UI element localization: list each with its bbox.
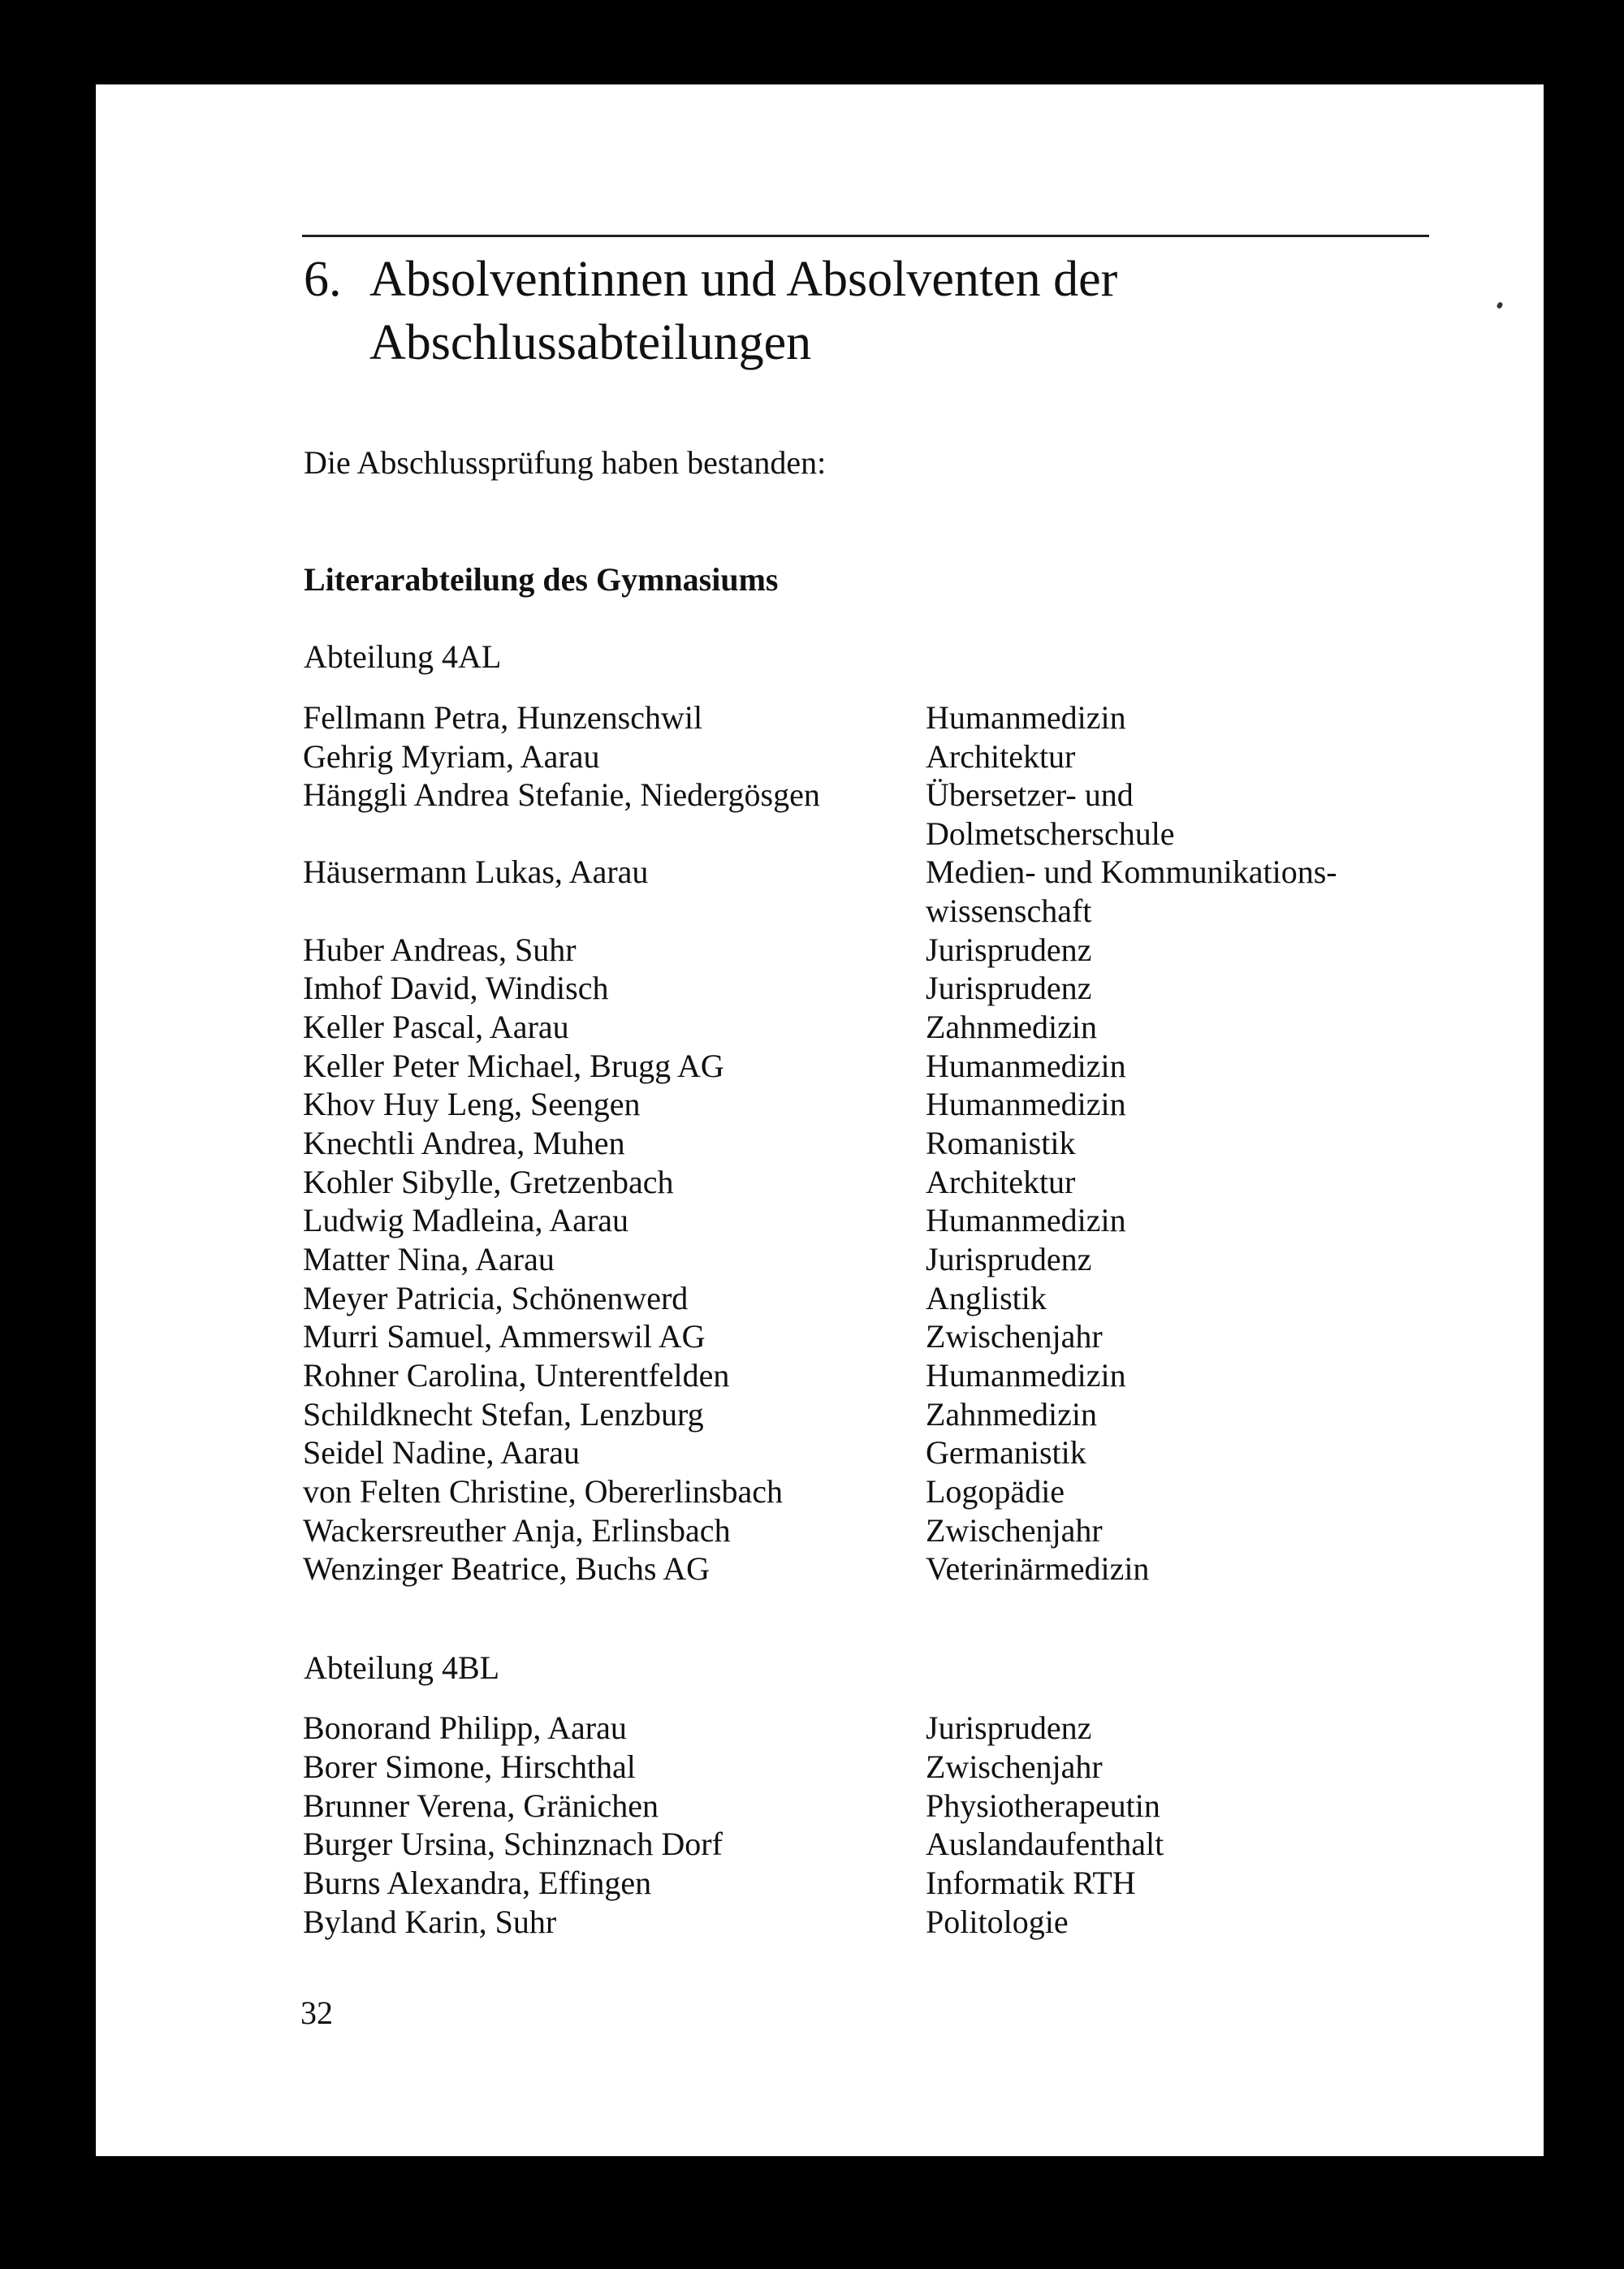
study-field: Physiotherapeutin (926, 1787, 1160, 1824)
study-field: Zwischenjahr (926, 1318, 1103, 1355)
list-item (0, 1163, 1624, 1202)
study-field: Logopädie (926, 1473, 1065, 1510)
heading-rule (302, 235, 1429, 237)
study-field: wissenschaft (926, 892, 1092, 929)
study-field: Humanmedizin (926, 699, 1126, 736)
graduate-name: von Felten Christine, Obererlinsbach (303, 1473, 783, 1510)
study-field: Humanmedizin (926, 1048, 1126, 1084)
list-item (0, 1395, 1624, 1434)
graduate-name: Wenzinger Beatrice, Buchs AG (303, 1550, 710, 1587)
graduate-name: Bonorand Philipp, Aarau (303, 1709, 627, 1746)
department-title-4bl: Abteilung 4BL (304, 1649, 500, 1686)
list-item (0, 1472, 1624, 1511)
graduate-name: Schildknecht Stefan, Lenzburg (303, 1396, 704, 1433)
graduate-name: Byland Karin, Suhr (303, 1904, 557, 1940)
list-item-continuation (0, 815, 1624, 854)
list-item (0, 698, 1624, 737)
study-field: Veterinärmedizin (926, 1550, 1150, 1587)
list-item (0, 1825, 1624, 1864)
list-item (0, 1124, 1624, 1163)
graduate-name: Brunner Verena, Gränichen (303, 1787, 659, 1824)
study-field: Zahnmedizin (926, 1396, 1098, 1433)
graduate-name: Murri Samuel, Ammerswil AG (303, 1318, 706, 1355)
list-item (0, 1047, 1624, 1086)
graduate-name: Keller Peter Michael, Brugg AG (303, 1048, 724, 1084)
graduate-name: Seidel Nadine, Aarau (303, 1434, 580, 1471)
study-field: Medien- und Kommunikations- (926, 854, 1337, 890)
study-field: Jurisprudenz (926, 970, 1092, 1006)
list-item (0, 1356, 1624, 1395)
study-field: Zwischenjahr (926, 1748, 1103, 1785)
study-field: Jurisprudenz (926, 1241, 1092, 1277)
study-field: Anglistik (926, 1280, 1047, 1316)
graduate-name: Keller Pascal, Aarau (303, 1009, 569, 1045)
study-field: Informatik RTH (926, 1865, 1136, 1901)
list-item (0, 931, 1624, 970)
graduate-name: Matter Nina, Aarau (303, 1241, 555, 1277)
list-item (0, 1748, 1624, 1787)
list-item (0, 1787, 1624, 1826)
list-item-continuation (0, 892, 1624, 931)
graduate-name: Wackersreuther Anja, Erlinsbach (303, 1512, 731, 1549)
graduate-name: Gehrig Myriam, Aarau (303, 738, 600, 775)
list-item (0, 1864, 1624, 1903)
chapter-title-line-1: Absolventinnen und Absolventen der (369, 252, 1118, 307)
list-item (0, 1903, 1624, 1942)
study-field: Humanmedizin (926, 1086, 1126, 1122)
list-item (0, 1279, 1624, 1318)
section-title: Literarabteilung des Gymnasiums (304, 561, 779, 598)
study-field: Zahnmedizin (926, 1009, 1098, 1045)
list-item (0, 776, 1624, 815)
graduate-name: Huber Andreas, Suhr (303, 931, 577, 968)
graduate-name: Häusermann Lukas, Aarau (303, 854, 649, 890)
list-item (0, 1317, 1624, 1356)
study-field: Romanistik (926, 1125, 1076, 1161)
graduate-name: Borer Simone, Hirschthal (303, 1748, 636, 1785)
list-item (0, 1201, 1624, 1240)
list-item (0, 1240, 1624, 1279)
graduate-name: Hänggli Andrea Stefanie, Niedergösgen (303, 776, 820, 813)
graduate-name: Imhof David, Windisch (303, 970, 609, 1006)
study-field: Übersetzer- und (926, 776, 1134, 813)
graduate-name: Ludwig Madleina, Aarau (303, 1202, 628, 1238)
study-field: Politologie (926, 1904, 1069, 1940)
chapter-title-line-2: Abschlussabteilungen (369, 315, 812, 370)
study-field: Dolmetscherschule (926, 815, 1175, 852)
graduate-name: Rohner Carolina, Unterentfelden (303, 1357, 730, 1394)
study-field: Auslandaufenthalt (926, 1826, 1164, 1862)
study-field: Jurisprudenz (926, 1709, 1092, 1746)
graduate-name: Burger Ursina, Schinznach Dorf (303, 1826, 723, 1862)
study-field: Architektur (926, 738, 1076, 775)
graduate-name: Fellmann Petra, Hunzenschwil (303, 699, 703, 736)
chapter-number: 6. (304, 252, 342, 307)
list-item (0, 1511, 1624, 1550)
study-field: Architektur (926, 1164, 1076, 1200)
graduate-name: Burns Alexandra, Effingen (303, 1865, 652, 1901)
intro-text: Die Abschlussprüfung haben bestanden: (304, 444, 827, 481)
list-item (0, 1433, 1624, 1472)
study-field: Jurisprudenz (926, 931, 1092, 968)
study-field: Humanmedizin (926, 1357, 1126, 1394)
graduate-name: Knechtli Andrea, Muhen (303, 1125, 625, 1161)
graduate-name: Kohler Sibylle, Gretzenbach (303, 1164, 674, 1200)
graduate-name: Khov Huy Leng, Seengen (303, 1086, 641, 1122)
department-title-4al: Abteilung 4AL (304, 638, 502, 675)
page-number: 32 (300, 1995, 333, 2031)
list-item (0, 1008, 1624, 1047)
chapter-title (369, 248, 1344, 374)
list-item (0, 1549, 1624, 1588)
graduate-name: Meyer Patricia, Schönenwerd (303, 1280, 689, 1316)
list-item (0, 969, 1624, 1008)
study-field: Zwischenjahr (926, 1512, 1103, 1549)
study-field: Germanistik (926, 1434, 1086, 1471)
list-item (0, 1709, 1624, 1748)
list-item (0, 737, 1624, 776)
list-item (0, 1085, 1624, 1124)
study-field: Humanmedizin (926, 1202, 1126, 1238)
list-item (0, 853, 1624, 892)
